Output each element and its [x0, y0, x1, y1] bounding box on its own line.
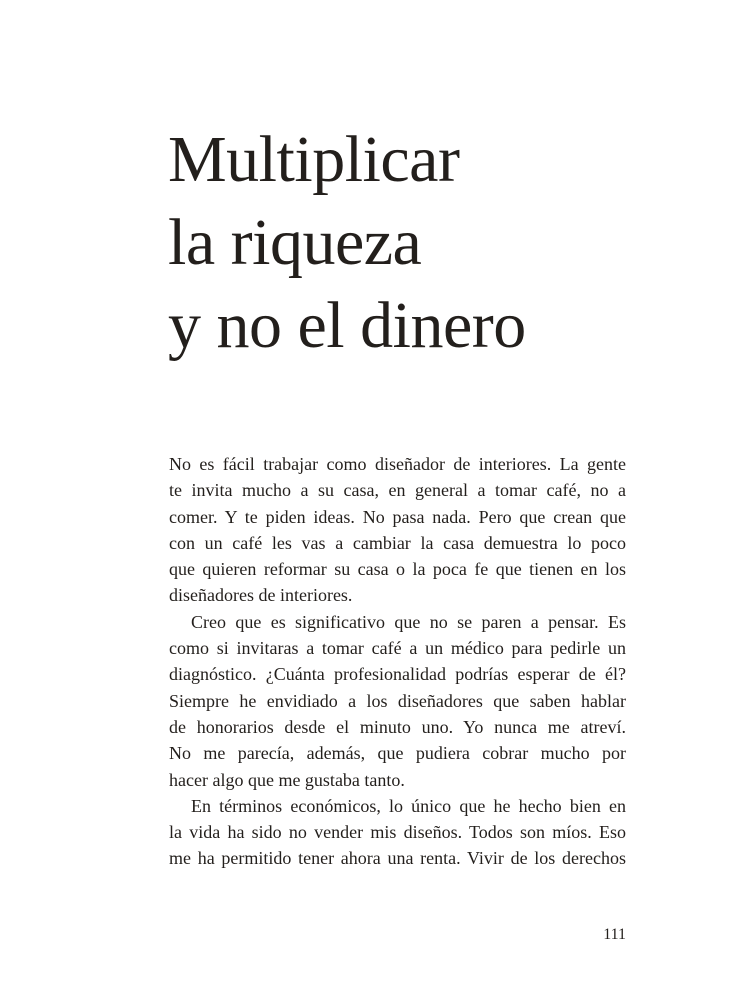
- chapter-title: [168, 118, 648, 367]
- text-line: que quieren reformar su casa o la poca fe que tienen en los: [169, 559, 626, 580]
- text-line: te invita mucho a su casa, en general a tomar café, no a: [169, 480, 626, 501]
- text-line: No es fácil trabajar como diseñador de interiores. La gente: [169, 454, 626, 474]
- text-line: con un café les vas a cambiar la casa demuestra lo poco: [169, 532, 626, 553]
- text-line: como si invitaras a tomar café a un médico para pedirle un: [169, 638, 626, 659]
- chapter-title-line: Multiplicar: [168, 123, 460, 196]
- text-line: hacer algo que me gustaba tanto.: [169, 769, 405, 790]
- text-line: Siempre he envidiado a los diseñadores que saben hablar: [169, 690, 626, 711]
- paragraph-1: [169, 451, 626, 609]
- text-line: No me parecía, además, que pudiera cobrar mucho por: [169, 743, 626, 764]
- text-line: Creo que es significativo que no se paren a pensar. Es: [191, 611, 626, 632]
- text-line: diagnóstico. ¿Cuánta profesionalidad podrías esperar de él?: [169, 664, 626, 685]
- text-line: En términos económicos, lo único que he hecho bien en: [191, 795, 626, 816]
- chapter-title-line: la riqueza: [168, 206, 422, 279]
- page-number: 111: [603, 926, 626, 943]
- paragraph-3: [169, 793, 626, 872]
- body-text: [169, 451, 626, 872]
- chapter-title-line: y no el dinero: [168, 289, 526, 362]
- text-line: de honorarios desde el minuto uno. Yo nunca me atreví.: [169, 716, 626, 737]
- text-line: la vida ha sido no vender mis diseños. Todos son míos. Eso: [169, 822, 626, 843]
- paragraph-2: [169, 609, 626, 793]
- text-line: me ha permitido tener ahora una renta. Vivir de los derechos: [169, 848, 626, 869]
- text-line: diseñadores de interiores.: [169, 585, 353, 606]
- text-line: comer. Y te piden ideas. No pasa nada. Pero que crean que: [169, 506, 626, 527]
